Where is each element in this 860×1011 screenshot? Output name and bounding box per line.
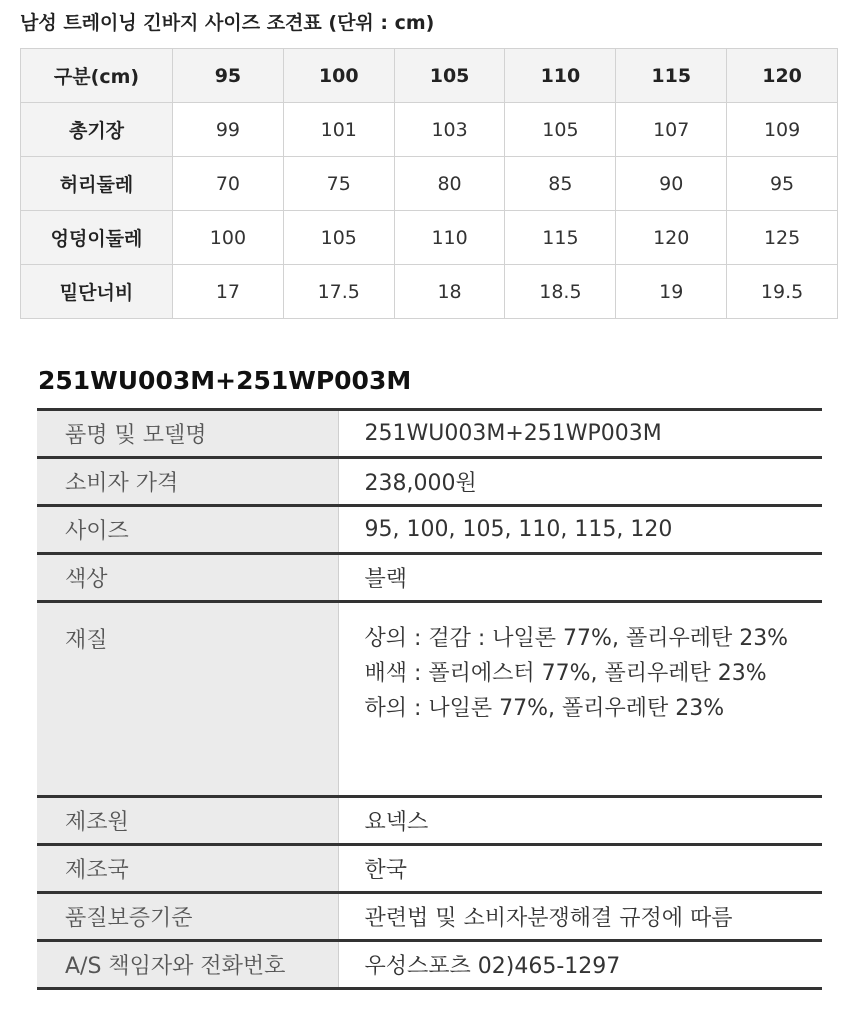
info-row-manufacturer <box>37 797 822 845</box>
size-cell: 107 <box>616 103 727 157</box>
size-cell: 18.5 <box>505 265 616 319</box>
size-cell: 18 <box>394 265 505 319</box>
info-value: 요넥스 <box>338 797 822 845</box>
header-cell: 100 <box>283 49 394 103</box>
size-cell: 125 <box>727 211 838 265</box>
size-cell: 100 <box>173 211 284 265</box>
info-key: 소비자 가격 <box>37 458 338 506</box>
header-cell: 110 <box>505 49 616 103</box>
header-cell: 120 <box>727 49 838 103</box>
size-row-hip <box>21 211 838 265</box>
size-cell: 80 <box>394 157 505 211</box>
size-cell: 90 <box>616 157 727 211</box>
info-row-color <box>37 554 822 602</box>
row-label: 밑단너비 <box>21 265 173 319</box>
size-cell: 110 <box>394 211 505 265</box>
info-value: 관련법 및 소비자분쟁해결 규정에 따름 <box>338 893 822 941</box>
info-key: 품명 및 모델명 <box>37 410 338 458</box>
row-label: 허리둘레 <box>21 157 173 211</box>
size-cell: 109 <box>727 103 838 157</box>
info-key: 재질 <box>37 602 338 797</box>
info-value-material <box>338 602 822 797</box>
size-cell: 105 <box>505 103 616 157</box>
info-key: 제조국 <box>37 845 338 893</box>
size-cell: 85 <box>505 157 616 211</box>
material-line: 배색 : 폴리에스터 77%, 폴리우레탄 23% <box>364 661 767 686</box>
size-row-total-length <box>21 103 838 157</box>
info-row-price <box>37 458 822 506</box>
info-row-material <box>37 602 822 797</box>
material-line: 상의 : 겉감 : 나일론 77%, 폴리우레탄 23% <box>364 626 789 651</box>
info-value: 우성스포츠 02)465-1297 <box>364 954 621 979</box>
size-cell: 115 <box>505 211 616 265</box>
info-key: 색상 <box>37 554 338 602</box>
size-cell: 95 <box>727 157 838 211</box>
header-cell-label: 구분(cm) <box>21 49 173 103</box>
info-row-country <box>37 845 822 893</box>
size-cell: 105 <box>283 211 394 265</box>
info-value: 블랙 <box>338 554 822 602</box>
info-value: 95, 100, 105, 110, 115, 120 <box>338 506 822 554</box>
info-row-warranty <box>37 893 822 941</box>
size-chart-table <box>20 48 838 319</box>
row-label: 엉덩이둘레 <box>21 211 173 265</box>
row-label: 총기장 <box>21 103 173 157</box>
material-line: 하의 : 나일론 77%, 폴리우레탄 23% <box>364 696 725 721</box>
size-row-waist <box>21 157 838 211</box>
size-cell: 99 <box>173 103 284 157</box>
size-cell: 17.5 <box>283 265 394 319</box>
info-value: 한국 <box>338 845 822 893</box>
size-cell: 75 <box>283 157 394 211</box>
info-key: A/S 책임자와 전화번호 <box>37 941 338 989</box>
size-cell: 17 <box>173 265 284 319</box>
header-cell: 105 <box>394 49 505 103</box>
info-key: 사이즈 <box>37 506 338 554</box>
info-key: 제조원 <box>37 797 338 845</box>
header-cell: 95 <box>173 49 284 103</box>
info-key: 품질보증기준 <box>37 893 338 941</box>
size-cell: 19.5 <box>727 265 838 319</box>
info-row-model <box>37 410 822 458</box>
size-chart-title: 남성 트레이닝 긴바지 사이즈 조견표 (단위 : cm) <box>20 12 435 34</box>
info-row-as-contact <box>37 941 822 989</box>
size-cell: 19 <box>616 265 727 319</box>
header-cell: 115 <box>616 49 727 103</box>
info-value: 238,000원 <box>338 458 822 506</box>
size-chart-header-row <box>21 49 838 103</box>
size-cell: 103 <box>394 103 505 157</box>
product-title: 251WU003M+251WP003M <box>38 366 412 395</box>
info-value: 251WU003M+251WP003M <box>338 410 822 458</box>
size-cell: 120 <box>616 211 727 265</box>
size-row-hem-width <box>21 265 838 319</box>
product-info-table <box>37 408 822 990</box>
info-row-size <box>37 506 822 554</box>
size-cell: 70 <box>173 157 284 211</box>
size-cell: 101 <box>283 103 394 157</box>
